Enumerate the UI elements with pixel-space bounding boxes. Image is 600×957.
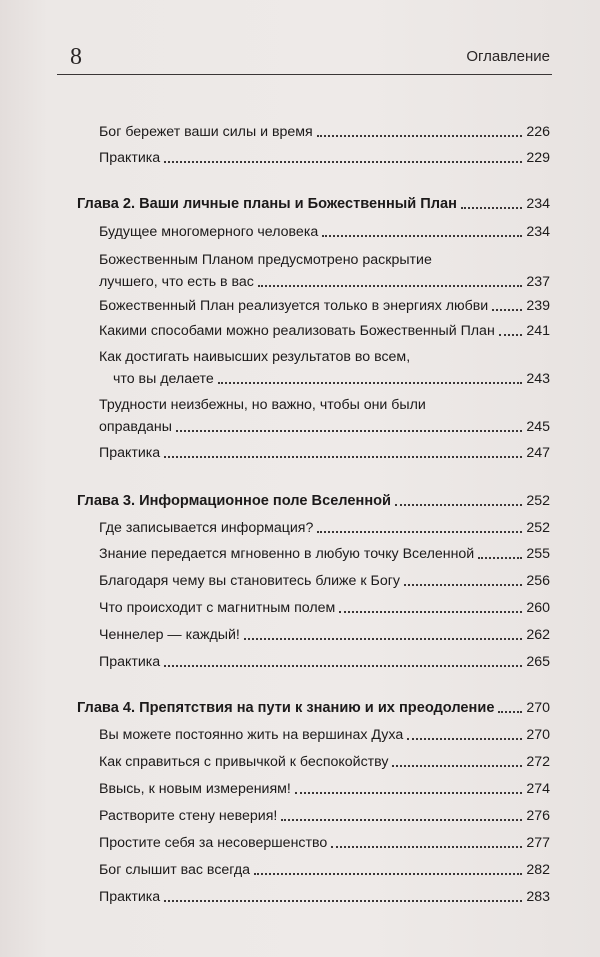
- dot-leader: [499, 334, 523, 336]
- toc-entry[interactable]: [99, 751, 550, 773]
- toc-entry-title: Бог бережет ваши силы и время: [99, 124, 313, 140]
- toc-entry[interactable]: [99, 832, 550, 854]
- dot-leader: [461, 207, 522, 209]
- toc-entry-page: 239: [526, 298, 550, 314]
- running-title: Оглавление: [466, 48, 550, 65]
- toc-entry[interactable]: [99, 295, 550, 317]
- dot-leader: [317, 135, 523, 137]
- dot-leader: [322, 235, 522, 237]
- toc-entry[interactable]: [99, 859, 550, 881]
- toc-entry-page: 241: [526, 323, 550, 339]
- toc-entry-title-line1: Божественным Планом предусмотрено раскрытие: [99, 252, 432, 268]
- page-number: 8: [70, 44, 82, 70]
- toc-entry-page: 262: [526, 627, 550, 643]
- toc-entry-page: 247: [526, 445, 550, 461]
- page-header: [57, 44, 552, 75]
- toc-entry[interactable]: [99, 320, 550, 342]
- toc-chapter-page: 270: [526, 700, 550, 716]
- dot-leader: [218, 382, 523, 384]
- toc-entry[interactable]: [99, 121, 550, 143]
- toc-chapter-title: Глава 2. Ваши личные планы и Божественный План: [77, 196, 457, 212]
- toc-chapter-title: Глава 3. Информационное поле Вселенной: [77, 493, 392, 509]
- toc-entry[interactable]: [99, 778, 550, 800]
- toc-entry-page: 255: [526, 546, 550, 562]
- toc-chapter-4[interactable]: [77, 697, 550, 719]
- toc-entry-page: 260: [526, 600, 550, 616]
- toc-entry-page: 277: [526, 835, 550, 851]
- dot-leader: [404, 584, 522, 586]
- toc-entry-page: 283: [526, 889, 550, 905]
- toc-entry-title: Как справиться с привычкой к беспокойству: [99, 754, 389, 770]
- toc-entry[interactable]: [99, 886, 550, 908]
- toc-entry[interactable]: [99, 442, 550, 464]
- dot-leader: [244, 638, 523, 640]
- toc-entry-page: 229: [526, 150, 550, 166]
- toc-entry-title: Что происходит с магнитным полем: [99, 600, 336, 616]
- toc-entry[interactable]: [99, 724, 550, 746]
- toc-entry-title: Благодаря чему вы становитесь ближе к Богу: [99, 573, 400, 589]
- toc-entry[interactable]: [99, 394, 550, 438]
- toc-entry-title: Будущее многомерного человека: [99, 224, 319, 240]
- dot-leader: [281, 819, 522, 821]
- dot-leader: [317, 531, 522, 533]
- toc-chapter-page: 252: [526, 493, 550, 509]
- toc-entry-page: 252: [526, 520, 550, 536]
- toc-entry-title: Практика: [99, 150, 161, 166]
- toc-entry[interactable]: [99, 543, 550, 565]
- toc-entry-page: 256: [526, 573, 550, 589]
- toc-chapter-2[interactable]: [77, 193, 550, 215]
- toc-entry[interactable]: [99, 221, 550, 243]
- dot-leader: [295, 792, 522, 794]
- dot-leader: [498, 711, 522, 713]
- dot-leader: [395, 504, 522, 506]
- toc-entry[interactable]: [99, 346, 550, 390]
- toc-entry-title: Какими способами можно реализовать Божественный План: [99, 323, 495, 339]
- toc-entry-title: Где записывается информация?: [99, 520, 314, 536]
- toc-entry-title-line2: что вы делаете: [113, 371, 214, 387]
- toc-entry-title-line2: лучшего, что есть в вас: [99, 274, 254, 290]
- toc-entry-title-line1: Трудности неизбежны, но важно, чтобы они были: [99, 397, 426, 413]
- toc-entry-title: Ченнелер — каждый!: [99, 627, 240, 643]
- dot-leader: [392, 765, 522, 767]
- toc-entry-title: Знание передается мгновенно в любую точку Вселенной: [99, 546, 475, 562]
- toc-entry-page: 282: [526, 862, 550, 878]
- dot-leader: [258, 285, 522, 287]
- toc-entry-title: Ввысь, к новым измерениям!: [99, 781, 291, 797]
- toc-entry-page: 265: [526, 654, 550, 670]
- toc-entry[interactable]: [99, 147, 550, 169]
- dot-leader: [164, 456, 522, 458]
- toc-chapter-3[interactable]: [77, 490, 550, 512]
- toc-entry-title: Простите себя за несовершенство: [99, 835, 328, 851]
- toc-entry-page: 243: [526, 371, 550, 387]
- dot-leader: [492, 309, 522, 311]
- toc-entry-page: 270: [526, 727, 550, 743]
- dot-leader: [164, 900, 522, 902]
- toc-entry[interactable]: [99, 249, 550, 293]
- dot-leader: [407, 738, 522, 740]
- toc-entry-title: Растворите стену неверия!: [99, 808, 278, 824]
- dot-leader: [331, 846, 522, 848]
- dot-leader: [478, 557, 522, 559]
- toc-entry[interactable]: [99, 651, 550, 673]
- toc-entry-title-line1: Как достигать наивысших результатов во всем,: [99, 349, 411, 365]
- toc-entry-page: 226: [526, 124, 550, 140]
- toc-entry-page: 245: [526, 419, 550, 435]
- toc-entry[interactable]: [99, 517, 550, 539]
- toc-entry-title-line2: оправданы: [99, 419, 172, 435]
- toc-entry[interactable]: [99, 570, 550, 592]
- dot-leader: [254, 873, 522, 875]
- toc-entry[interactable]: [99, 805, 550, 827]
- toc-entry[interactable]: [99, 624, 550, 646]
- toc-entry-title: Практика: [99, 445, 161, 461]
- toc-entry-page: 276: [526, 808, 550, 824]
- toc-entry-title: Бог слышит вас всегда: [99, 862, 251, 878]
- dot-leader: [339, 611, 522, 613]
- toc-entry-page: 274: [526, 781, 550, 797]
- dot-leader: [164, 665, 522, 667]
- dot-leader: [176, 430, 522, 432]
- toc-chapter-title: Глава 4. Препятствия на пути к знанию и их преодоление: [77, 700, 495, 716]
- toc-entry[interactable]: [99, 597, 550, 619]
- toc-entry-title: Практика: [99, 889, 161, 905]
- toc-entry-title: Вы можете постоянно жить на вершинах Духа: [99, 727, 404, 743]
- toc-entry-page: 234: [526, 224, 550, 240]
- toc-entry-title: Практика: [99, 654, 161, 670]
- toc-entry-page: 237: [526, 274, 550, 290]
- toc-entry-title: Божественный План реализуется только в энергиях любви: [99, 298, 489, 314]
- toc-chapter-page: 234: [526, 196, 550, 212]
- toc-entry-page: 272: [526, 754, 550, 770]
- dot-leader: [164, 161, 522, 163]
